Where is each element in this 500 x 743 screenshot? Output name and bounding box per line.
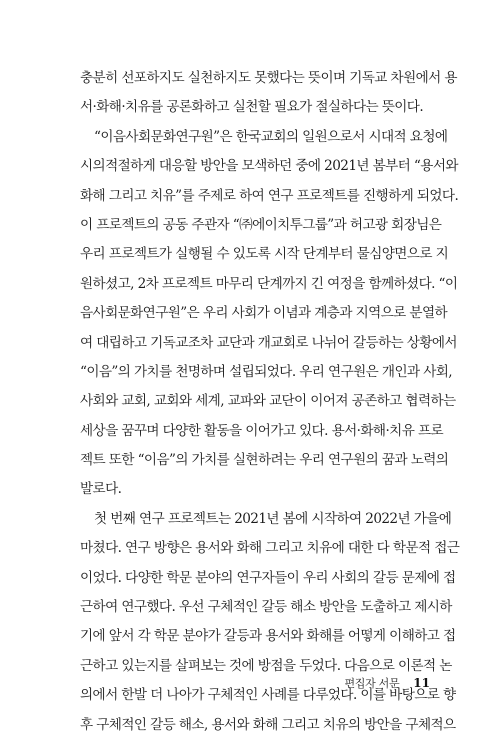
text-line: 화해 그리고 치유”를 주제로 하여 연구 프로젝트를 진행하게 되었다. <box>80 187 459 204</box>
text-line: 우리 프로젝트가 실행될 수 있도록 시작 단계부터 물심양면으로 지 <box>80 246 449 263</box>
text-line: “이음사회문화연구원”은 한국교회의 일원으로서 시대적 요청에 <box>94 128 448 145</box>
text-line: 마쳤다. 연구 방향은 용서와 화해 그리고 치유에 대한 다 학문적 접근 <box>80 540 460 557</box>
text-line: 근하여 연구했다. 우선 구체적인 갈등 해소 방안을 도출하고 제시하 <box>80 599 452 616</box>
text-line: 원하셨고, 2차 프로젝트 마무리 단계까지 긴 여정을 함께하셨다. “이 <box>80 275 458 292</box>
text-line: 음사회문화연구원”은 우리 사회가 이념과 계층과 지역으로 분열하 <box>80 305 448 322</box>
text-line: 여 대립하고 기독교조차 교단과 개교회로 나뉘어 갈등하는 상황에서 <box>80 334 457 351</box>
text-line: 기에 앞서 각 학문 분야가 갈등과 용서와 화해를 어떻게 이해하고 접 <box>80 628 456 645</box>
body-text <box>80 64 460 740</box>
running-footer-title: 편집자 서문 <box>344 677 400 690</box>
text-line: 젝트 또한 “이음”의 가치를 실현하려는 우리 연구원의 꿈과 노력의 <box>80 452 449 469</box>
text-line: 이 프로젝트의 공동 주관자 “㈜에이치투그룹”과 허고광 회장님은 <box>80 216 442 233</box>
page-number: 11 <box>413 676 430 690</box>
text-line: 충분히 선포하지도 실천하지도 못했다는 뜻이며 기독교 차원에서 용 <box>80 70 457 86</box>
page-footer <box>0 675 430 691</box>
text-line: “이음”의 가치를 천명하며 설립되었다. 우리 연구원은 개인과 사회, <box>80 363 453 380</box>
text-line: 이었다. 다양한 학문 분야의 연구자들이 우리 사회의 갈등 문제에 접 <box>80 569 456 586</box>
text-line: 서·화해·치유를 공론화하고 실천할 필요가 절실하다는 뜻이다. <box>80 99 424 116</box>
text-line: 첫 번째 연구 프로젝트는 2021년 봄에 시작하여 2022년 가을에 <box>94 510 452 527</box>
text-line: 세상을 꿈꾸며 다양한 활동을 이어가고 있다. 용서·화해·치유 프로 <box>80 422 444 439</box>
text-line: 사회와 교회, 교회와 세계, 교파와 교단이 이어져 공존하고 협력하는 <box>80 393 456 410</box>
text-line: 시의적절하게 대응할 방안을 모색하던 중에 2021년 봄부터 “용서와 <box>80 158 458 175</box>
text-line: 후 구체적인 갈등 해소, 용서와 화해 그리고 치유의 방안을 구체적으 <box>80 716 456 733</box>
text-line: 발로다. <box>80 481 122 498</box>
text-line: 근하고 있는지를 살펴보는 것에 방점을 두었다. 다음으로 이론적 논 <box>80 657 452 674</box>
text-line: 의에서 한발 더 나아가 구체적인 사례를 다루었다. 이를 바탕으로 향 <box>80 687 456 704</box>
